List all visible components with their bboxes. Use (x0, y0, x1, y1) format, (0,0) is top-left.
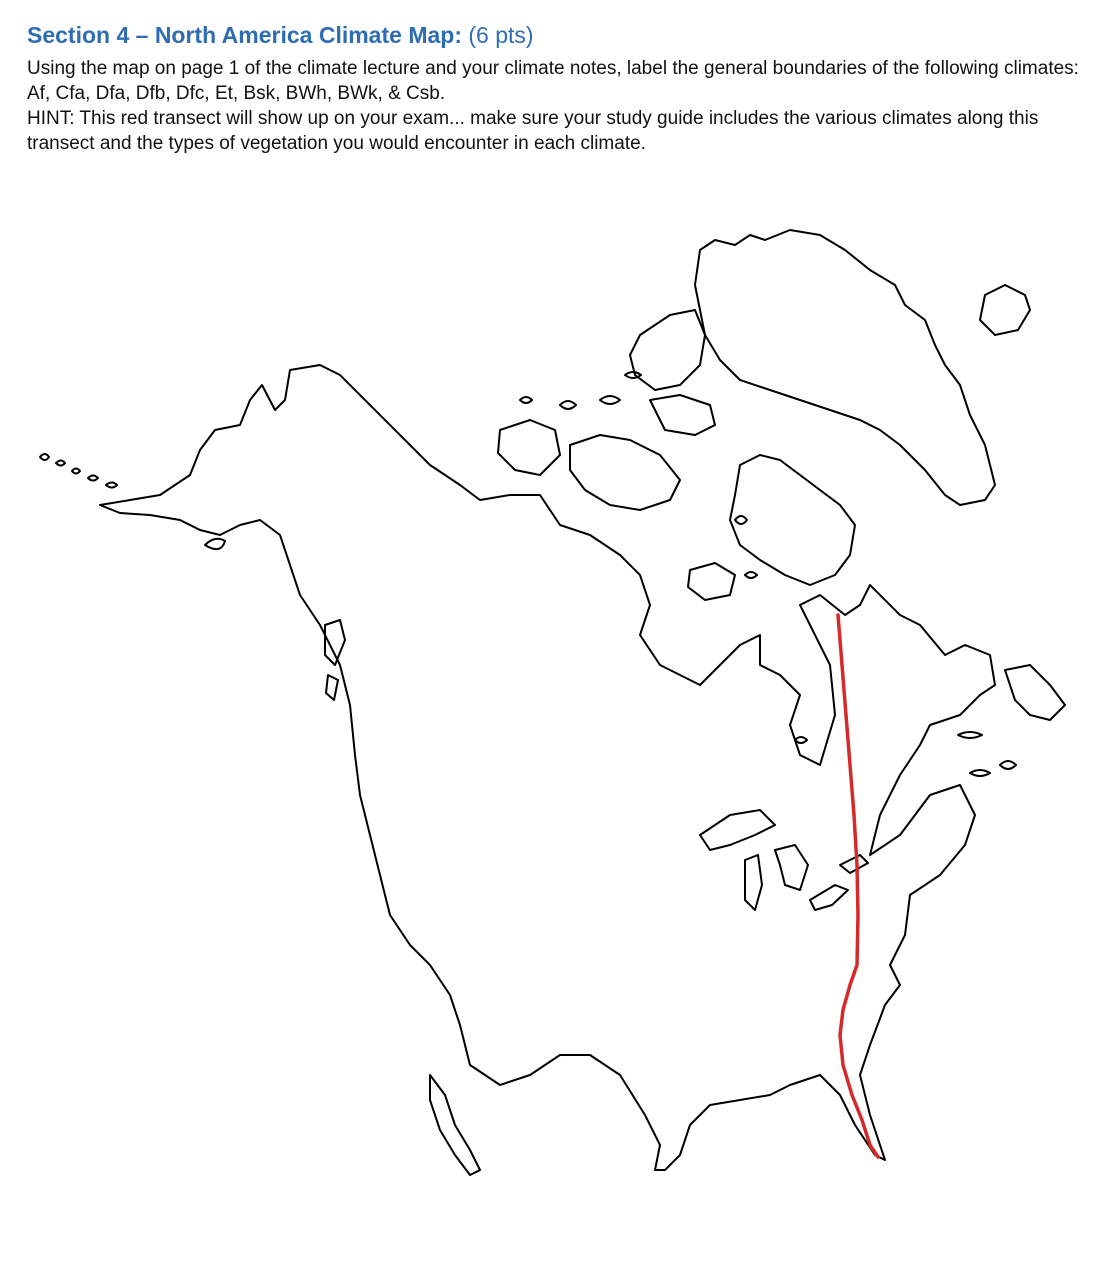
vancouver-islands (325, 620, 345, 700)
continent-outline (100, 365, 995, 1170)
baja-california-outline (430, 1075, 480, 1175)
lake-ontario (840, 855, 868, 873)
instructions-text: Using the map on page 1 of the climate lecture and your climate notes, label the general boundaries of the following climates: Af, Cfa, Dfa, Dfb, Dfc, Et, Bsk, BWh, BWk, & Csb. (27, 58, 1079, 104)
lake-huron (775, 845, 808, 890)
small-arctic-islands (520, 372, 757, 578)
hint-text: HINT: This red transect will show up on your exam... make sure your study guide includes the various climates along this transect and the types of vegetation you would encounter in each climate. (27, 108, 1039, 154)
worksheet-header (27, 20, 1097, 156)
kodiak-island (205, 539, 225, 549)
north-america-outline-map (0, 195, 1112, 1282)
iceland-outline (980, 285, 1030, 335)
section-title (27, 20, 1097, 50)
baffin-island-outline (730, 455, 855, 585)
banks-island-outline (498, 420, 560, 475)
newfoundland-outline (1005, 665, 1065, 720)
points-label: (6 pts) (468, 22, 534, 48)
anticosti-island (958, 732, 982, 738)
aleutian-islands (40, 454, 117, 488)
akimiski-island (795, 737, 807, 743)
southampton-island-outline (688, 563, 735, 600)
victoria-island-outline (570, 435, 680, 510)
pei-and-cape-breton (970, 761, 1016, 776)
devon-island-outline (650, 395, 715, 435)
land-outlines (40, 230, 1065, 1175)
greenland-outline (695, 230, 995, 505)
ellesmere-island-outline (630, 310, 705, 390)
section-title-text: Section 4 – North America Climate Map: (27, 22, 462, 48)
red-transect-line (838, 615, 878, 1157)
lake-erie (810, 885, 848, 910)
lake-michigan (745, 855, 762, 910)
lake-superior (700, 810, 775, 850)
